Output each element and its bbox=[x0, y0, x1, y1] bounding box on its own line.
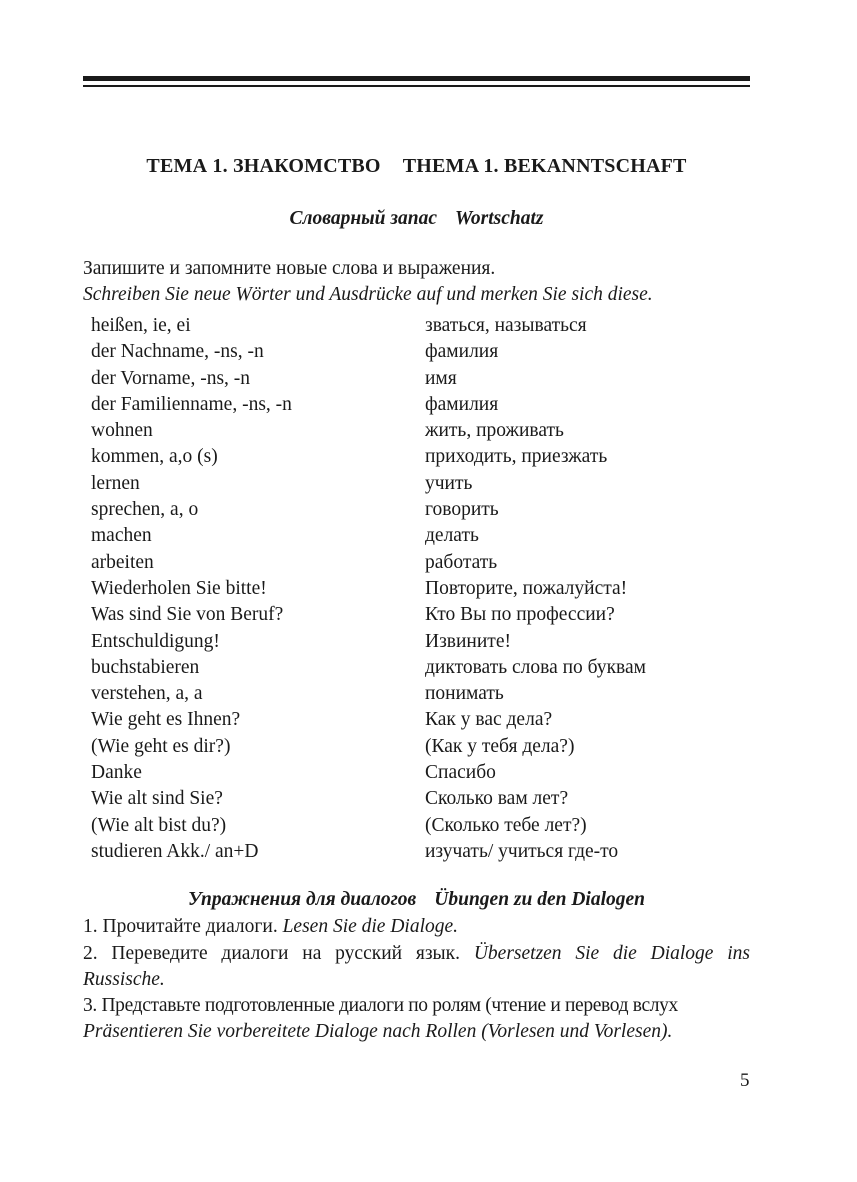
vocab-german: heißen, ie, ei bbox=[91, 315, 191, 336]
vocab-russian: (Сколько тебе лет?) bbox=[425, 814, 587, 836]
vocab-german: sprechen, a, o bbox=[91, 499, 199, 521]
vocab-german: verstehen, a, a bbox=[91, 683, 203, 705]
vocab-russian: изучать/ учиться где-то bbox=[425, 840, 619, 862]
vocab-row bbox=[91, 444, 751, 470]
vocab-russian: фамилия bbox=[425, 341, 499, 363]
vocab-row bbox=[91, 839, 751, 865]
vocab-german: arbeiten bbox=[91, 551, 154, 573]
vocab-german: studieren Akk./ an+D bbox=[91, 840, 259, 862]
exercise-2-de-b: Russische. bbox=[83, 969, 165, 990]
vocab-row bbox=[91, 471, 751, 497]
vocab-russian: Кто Вы по профессии? bbox=[425, 604, 615, 626]
header-rule-thick bbox=[83, 76, 750, 81]
vocab-german: der Vorname, -ns, -n bbox=[91, 367, 251, 389]
vocab-row bbox=[91, 786, 751, 812]
vocab-row bbox=[91, 655, 751, 681]
vocab-row bbox=[91, 734, 751, 760]
vocab-row bbox=[91, 760, 751, 786]
vocab-german: Entschuldigung! bbox=[91, 630, 220, 652]
chapter-title-ru: ТЕМА 1. ЗНАКОМСТВО bbox=[146, 155, 381, 177]
header-rule-thin bbox=[83, 85, 750, 87]
vocab-row bbox=[91, 681, 751, 707]
exercise-2-ru: 2. Переведите диалоги на русский язык. bbox=[83, 943, 461, 964]
vocab-german: wohnen bbox=[91, 420, 153, 442]
chapter-title bbox=[83, 155, 750, 178]
vocab-row bbox=[91, 366, 751, 392]
vocab-russian: понимать bbox=[425, 683, 504, 705]
vocab-german: (Wie alt bist du?) bbox=[91, 814, 227, 836]
vocab-german: der Familienname, -ns, -n bbox=[91, 393, 292, 415]
exercise-3-ru: 3. Представьте подготовленные диалоги по ролям (чтение и перевод вслух bbox=[83, 995, 678, 1016]
vocab-russian: диктовать слова по буквам bbox=[425, 656, 647, 678]
vocab-german: buchstabieren bbox=[91, 656, 200, 678]
vocab-russian: приходить, приезжать bbox=[425, 446, 608, 468]
subtitle-ru: Словарный запас bbox=[289, 208, 438, 229]
vocab-row bbox=[91, 550, 751, 576]
vocabulary-list bbox=[91, 313, 751, 865]
vocab-row bbox=[91, 707, 751, 733]
vocab-row bbox=[91, 813, 751, 839]
exercises-heading-ru: Упражнения для диалогов bbox=[187, 889, 417, 910]
vocab-row bbox=[91, 313, 751, 339]
vocab-russian: Как у вас дела? bbox=[425, 709, 553, 731]
vocab-russian: работать bbox=[425, 551, 498, 573]
vocab-russian: Спасибо bbox=[425, 762, 496, 784]
instruction-ru: Запишите и запомните новые слова и выражения. bbox=[83, 258, 496, 279]
exercises-heading bbox=[83, 889, 750, 911]
exercise-2-de-a: Übersetzen Sie die Dialoge ins bbox=[473, 943, 750, 964]
vocab-german: Was sind Sie von Beruf? bbox=[91, 604, 284, 626]
vocab-german: Wiederholen Sie bitte! bbox=[91, 577, 267, 599]
vocab-german: kommen, a,o (s) bbox=[91, 446, 218, 468]
vocab-russian: Сколько вам лет? bbox=[425, 788, 569, 810]
exercise-1-ru: 1. Прочитайте диалоги. bbox=[83, 916, 278, 937]
vocab-german: Wie geht es Ihnen? bbox=[91, 709, 241, 731]
vocab-russian: учить bbox=[425, 472, 473, 494]
section-subtitle bbox=[83, 208, 750, 230]
vocab-german: machen bbox=[91, 525, 152, 547]
vocab-row bbox=[91, 392, 751, 418]
vocab-russian: делать bbox=[425, 525, 479, 547]
vocab-russian: (Как у тебя дела?) bbox=[425, 735, 575, 757]
vocab-german: der Nachname, -ns, -n bbox=[91, 341, 264, 363]
vocab-russian: говорить bbox=[425, 499, 499, 521]
vocab-row bbox=[91, 602, 751, 628]
subtitle-de: Wortschatz bbox=[455, 208, 544, 229]
chapter-title-de: THEMA 1. BEKANNTSCHAFT bbox=[402, 155, 687, 177]
page-number: 5 bbox=[740, 1070, 750, 1091]
vocab-row bbox=[91, 629, 751, 655]
vocab-row bbox=[91, 523, 751, 549]
vocab-row bbox=[91, 497, 751, 523]
vocab-russian: имя bbox=[425, 367, 457, 389]
vocab-russian: жить, проживать bbox=[425, 420, 564, 442]
vocab-german: lernen bbox=[91, 472, 140, 494]
vocab-russian: Извините! bbox=[425, 630, 511, 652]
vocab-row bbox=[91, 418, 751, 444]
instruction-de: Schreiben Sie neue Wörter und Ausdrücke auf und merken Sie sich diese. bbox=[83, 284, 653, 305]
vocab-german: Danke bbox=[91, 762, 142, 784]
vocab-row bbox=[91, 339, 751, 365]
exercise-1-de: Lesen Sie die Dialoge. bbox=[282, 916, 459, 937]
vocab-row bbox=[91, 576, 751, 602]
exercises-heading-de: Übungen zu den Dialogen bbox=[434, 889, 646, 910]
vocab-german: Wie alt sind Sie? bbox=[91, 788, 223, 810]
exercise-3-de: Präsentieren Sie vorbereitete Dialoge nach Rollen (Vorlesen und Vorlesen). bbox=[83, 1021, 673, 1042]
vocab-russian: Повторите, пожалуйста! bbox=[425, 577, 628, 599]
vocab-german: (Wie geht es dir?) bbox=[91, 735, 231, 757]
exercise-1 bbox=[83, 916, 750, 938]
vocab-russian: фамилия bbox=[425, 393, 499, 415]
vocab-russian: зваться, называться bbox=[425, 315, 587, 336]
exercise-2 bbox=[83, 943, 750, 965]
